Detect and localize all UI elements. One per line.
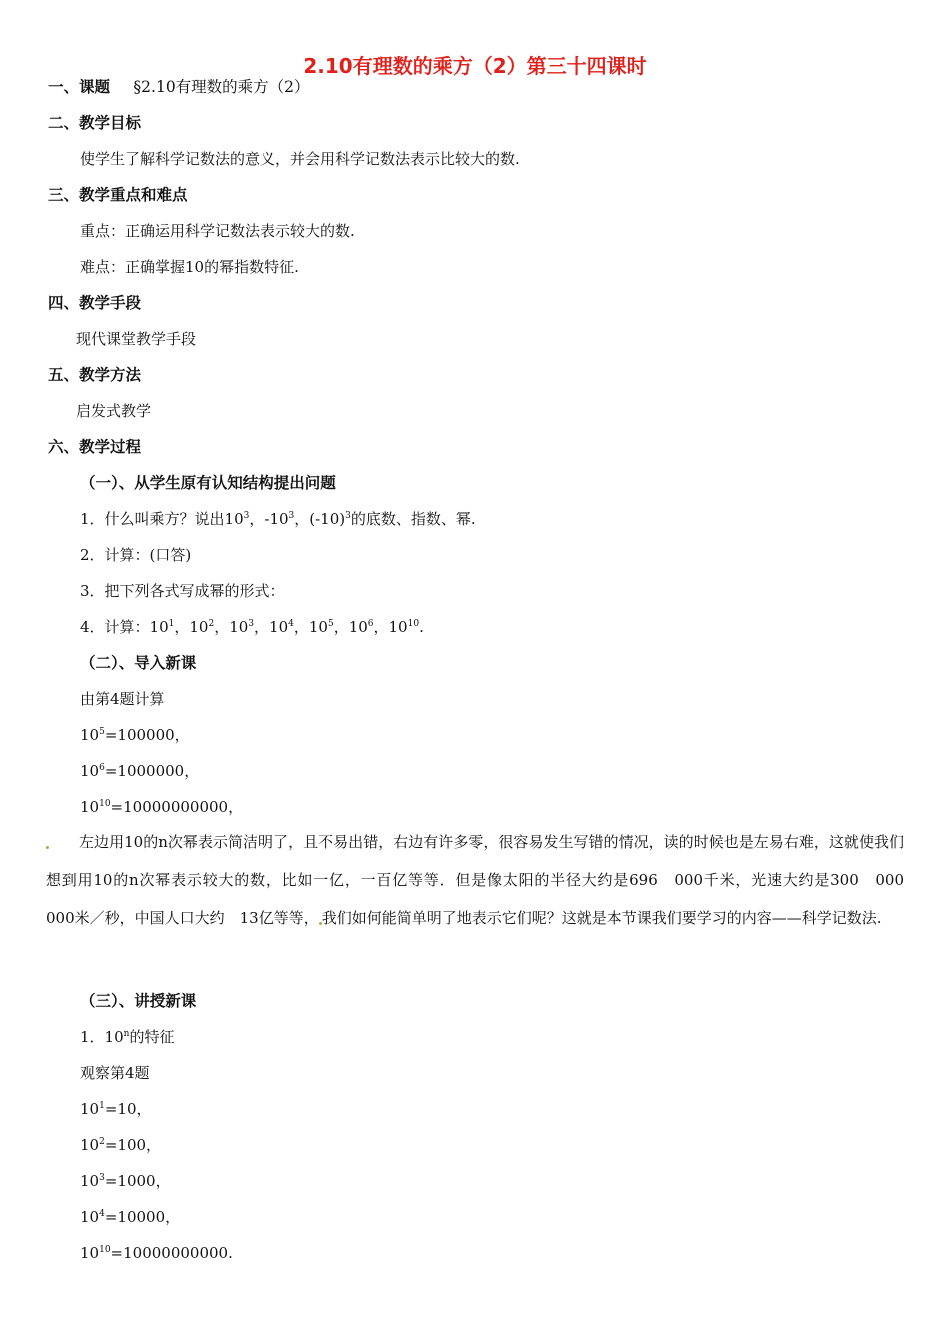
mark-dot bbox=[46, 846, 49, 849]
observe-row-1: $10^1=10$， bbox=[80, 1100, 152, 1118]
section-5-text: 启发式教学 bbox=[76, 402, 152, 420]
question-2: 2．计算：(口答) bbox=[80, 546, 192, 564]
section-3-key-point: 重点：正确运用科学记数法表示较大的数. bbox=[80, 222, 355, 240]
question-3: 3．把下列各式写成幂的形式： bbox=[80, 582, 285, 600]
section-2-text: 使学生了解科学记数法的意义，并会用科学记数法表示比较大的数. bbox=[80, 150, 520, 168]
power-line-3: $10^{10}=10000000000$， bbox=[80, 798, 244, 816]
observe-row-4: $10^4=10000$， bbox=[80, 1208, 181, 1226]
question-1: 1．什么叫乘方？说出$10^3$，$-10^3$，$(-10)^3$的底数、指数、幂. bbox=[80, 510, 476, 528]
part-1-heading: （一）、从学生原有认知结构提出问题 bbox=[80, 474, 336, 492]
section-6-heading: 六、教学过程 bbox=[48, 438, 142, 456]
section-4-heading: 四、教学手段 bbox=[48, 294, 142, 312]
section-1-heading: 一、课题 bbox=[48, 78, 111, 96]
power-line-1: $10^5=100000$， bbox=[80, 726, 190, 744]
intro-paragraph: 左边用10的n次幂表示简洁明了，且不易出错，右边有许多零，很容易发生写错的情况，读的时候也是左易右难，这就使我们想到用10的n次幂表示较大的数，比如一亿，一百亿等等．但是像太阳的半径大约是696 000千米，光速大约是300 000 000米／秒，中国人口大约 13亿等等， 我们如何能简单明了地表示它们呢？这就是本节课我们要学习的内容——科学记数法. bbox=[46, 833, 920, 927]
topic-1: 1．10$^n$的特征 bbox=[80, 1028, 175, 1046]
observe-row-5: $10^{10}=10000000000$. bbox=[80, 1244, 233, 1262]
section-1-text: §2.10有理数的乘方（2） bbox=[133, 78, 310, 96]
part-2-intro: 由第4题计算 bbox=[80, 690, 165, 708]
section-5-heading: 五、教学方法 bbox=[48, 366, 142, 384]
part-3-heading: （三）、讲授新课 bbox=[80, 992, 197, 1010]
section-4-text: 现代课堂教学手段 bbox=[76, 330, 197, 348]
observe-line: 观察第4题 bbox=[80, 1064, 150, 1082]
section-3-difficult-point: 难点：正确掌握10的幂指数特征. bbox=[80, 258, 299, 276]
question-4: 4．计算：$10^1$，$10^2$，$10^3$，$10^4$，$10^5$，$10^6$，$10^{10}$. bbox=[80, 618, 424, 636]
document-title: 2.10有理数的乘方（2）第三十四课时 bbox=[303, 54, 647, 78]
power-line-2: $10^6=1000000$， bbox=[80, 762, 200, 780]
observe-row-2: $10^2=100$， bbox=[80, 1136, 162, 1154]
part-2-heading: （二）、导入新课 bbox=[80, 654, 197, 672]
observe-row-3: $10^3=1000$， bbox=[80, 1172, 171, 1190]
section-1-topic bbox=[48, 77, 310, 97]
section-3-heading: 三、教学重点和难点 bbox=[48, 186, 188, 204]
section-2-heading: 二、教学目标 bbox=[48, 114, 142, 132]
